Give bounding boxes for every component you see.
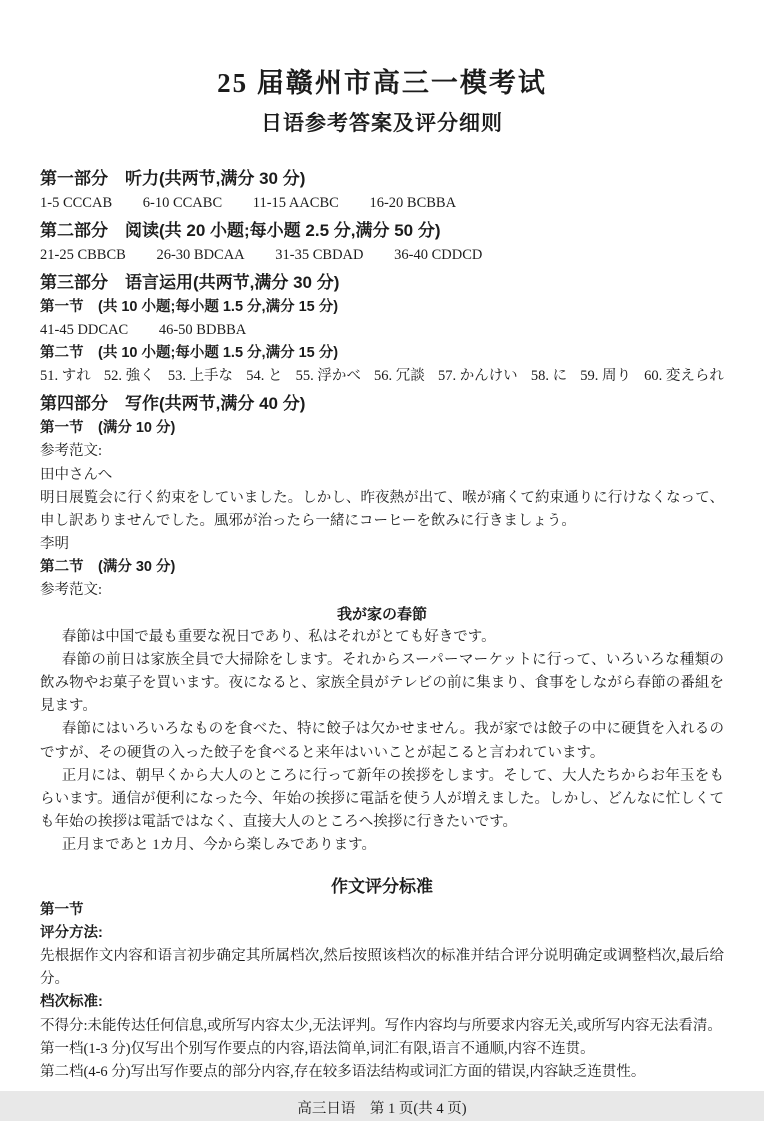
scoring-section-label: 第一节 — [40, 901, 84, 918]
scoring-standard-title: 作文评分标准 — [331, 876, 433, 896]
essay-paragraph: 正月まであと 1カ月、今から楽しみであります。 — [61, 837, 376, 854]
part2-answers — [40, 244, 724, 267]
answer-item: 59. 周り — [580, 368, 631, 385]
answer-item: 56. 冗談 — [374, 368, 425, 385]
part2-heading: 第二部分 阅读(共 20 小题;每小题 2.5 分,满分 50 分) — [40, 221, 441, 241]
page-footer: 高三日语 第 1 页(共 4 页) — [297, 1101, 467, 1118]
letter-salutation: 田中さんへ — [40, 466, 113, 483]
grade-line: 第二档(4-6 分)写出写作要点的部分内容,存在较多语法结构或词汇方面的错误,内容缺乏连贯性。 — [40, 1064, 646, 1081]
grade-line: 不得分:未能传达任何信息,或所写内容太少,无法评判。写作内容均与所要求内容无关,或所写内容无法看清。 — [40, 1017, 722, 1034]
part3-section2-heading: 第二节 (共 10 小题;每小题 1.5 分,满分 15 分) — [40, 345, 339, 362]
grade-line: 第一档(1-3 分)仅写出个别写作要点的内容,语法简单,词汇有限,语言不通顺,内容不连贯。 — [40, 1040, 595, 1057]
answer-item: 57. かんけい — [437, 368, 518, 385]
answer-group: 11-15 AACBC — [252, 195, 339, 212]
answer-group: 36-40 CDDCD — [394, 247, 483, 264]
sample-label: 参考范文: — [40, 582, 103, 599]
answer-group: 6-10 CCABC — [142, 195, 223, 212]
essay-paragraph: 春節は中国で最も重要な祝日であり、私はそれがとても好きです。 — [61, 628, 496, 645]
answer-item: 52. 強く — [103, 368, 155, 385]
part3-section1-heading: 第一节 (共 10 小题;每小题 1.5 分,满分 15 分) — [40, 299, 339, 316]
scoring-method-text: 先根据作文内容和语言初步确定其所属档次,然后按照该档次的标准并结合评分说明确定或调整档次,最后给分。 — [40, 948, 724, 988]
essay-title: 我が家の春節 — [336, 605, 427, 623]
answer-group: 21-25 CBBCB — [40, 247, 126, 264]
answer-item: 53. 上手な — [167, 368, 234, 385]
answer-group: 41-45 DDCAC — [40, 322, 129, 339]
part4-section2-heading: 第二节 (满分 30 分) — [40, 559, 176, 576]
page-title: 25 届赣州市高三一模考试 — [217, 68, 547, 98]
answer-group: 46-50 BDBBA — [158, 322, 247, 339]
part4-heading: 第四部分 写作(共两节,满分 40 分) — [40, 394, 306, 414]
answer-group: 26-30 BDCAA — [156, 247, 245, 264]
grade-standard-label: 档次标准: — [40, 994, 103, 1011]
answer-group: 31-35 CBDAD — [275, 247, 364, 264]
part3-section2-answers — [40, 365, 724, 388]
sample-label: 参考范文: — [40, 443, 103, 460]
answer-item: 60. 変えられ — [644, 368, 724, 385]
answer-group: 16-20 BCBBA — [369, 195, 457, 212]
answer-item: 55. 浮かべ — [295, 368, 361, 385]
answer-item: 51. すれ — [40, 368, 91, 385]
letter-signature: 李明 — [40, 536, 69, 553]
answer-group: 1-5 CCCAB — [40, 195, 113, 212]
essay-paragraph: 春節の前日は家族全員で大掃除をします。それからスーパーマーケットに行って、いろいろな種類の飲み物やお菓子を買います。夜になると、家族全員がテレビの前に集まり、食事をしながら春節の番組を見ます。 — [40, 651, 724, 715]
part4-section1-heading: 第一节 (满分 10 分) — [40, 420, 176, 437]
part1-heading: 第一部分 听力(共两节,满分 30 分) — [40, 169, 306, 189]
essay-paragraph: 春節にはいろいろなものを食べた、特に餃子は欠かせません。我が家では餃子の中に硬貨を入れるのですが、その硬貨の入った餃子を食べると来年はいいことが起こると言われています。 — [40, 721, 724, 761]
letter-body: 明日展覧会に行く約束をしていました。しかし、昨夜熱が出て、喉が痛くて約束通りに行けなくなって、申し訳ありませんでした。風邪が治ったら一緒にコーヒーを飲みに行きましょう。 — [40, 489, 724, 529]
page-subtitle: 日语参考答案及评分细则 — [261, 112, 503, 136]
part3-heading: 第三部分 语言运用(共两节,满分 30 分) — [40, 273, 340, 293]
part3-section1-answers — [40, 319, 724, 342]
essay-paragraph: 正月には、朝早くから大人のところに行って新年の挨拶をします。そして、大人たちからお年玉をもらいます。通信が便利になった今、年始の挨拶に電話を使う人が増えました。しかし、どんなに忙しくても年始の挨拶は電話ではなく、直接大人のところへ挨拶に行きたいです。 — [40, 767, 724, 831]
answer-item: 54. と — [246, 368, 283, 385]
scoring-method-label: 评分方法: — [40, 924, 103, 941]
part1-answers — [40, 192, 724, 215]
answer-item: 58. に — [530, 368, 568, 385]
